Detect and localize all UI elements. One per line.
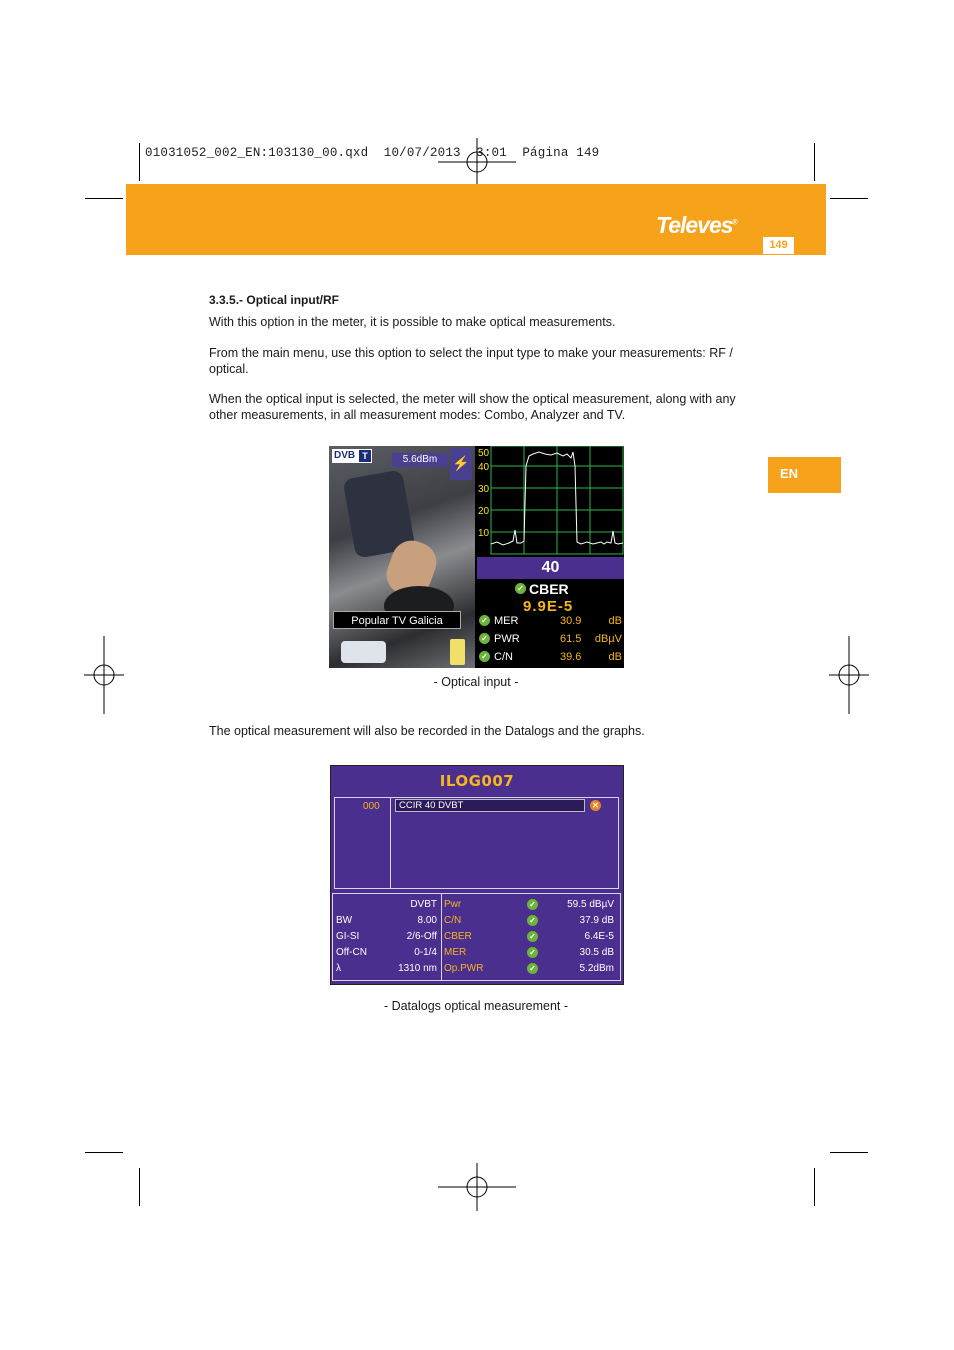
delete-icon[interactable]: ✕ [590, 800, 601, 811]
spectrum-plot [477, 446, 624, 556]
cber-label: CBER [529, 581, 569, 597]
check-icon: ✓ [479, 615, 490, 626]
check-icon: ✓ [479, 651, 490, 662]
check-icon: ✓ [479, 633, 490, 644]
language-tab: EN [768, 457, 841, 493]
figure-caption: - Datalogs optical measurement - [383, 999, 569, 1013]
televes-logo: Televes® [656, 212, 737, 238]
spectrum-tick: 40 [478, 462, 490, 473]
registration-mark-right [829, 636, 869, 714]
paragraph: From the main menu, use this option to select the input type to make your measurements: RF / optical. [209, 346, 733, 376]
spectrum-tick: 30 [478, 484, 490, 495]
battery-icon [450, 639, 465, 665]
measurement-row: ✓ C/N 39.6 dB [477, 649, 624, 665]
spectrum-tick: 50 [478, 448, 490, 459]
optical-input-icon: ⚡ [450, 448, 472, 480]
datalog-values-table [332, 893, 621, 981]
registration-mark-left [84, 636, 124, 714]
registration-mark-bottom [438, 1163, 516, 1211]
paragraph: With this option in the meter, it is possible to make optical measurements. [209, 315, 616, 329]
section-heading: 3.3.5.- Optical input/RF [209, 293, 340, 307]
crop-mark [85, 1152, 123, 1153]
dvbt-logo: DVB T [332, 449, 372, 463]
optical-input-screenshot [329, 446, 624, 668]
measurement-row: ✓ PWR 61.5 dBµV [477, 631, 624, 647]
crop-mark [85, 198, 123, 199]
table-row: BW 8.00 C/N ✓ 37.9 dB [336, 915, 614, 926]
spectrum-tick: 10 [478, 528, 490, 539]
page-number: 149 [763, 237, 794, 254]
crop-mark [139, 1168, 140, 1206]
optical-power-readout: 5.6dBm [392, 453, 448, 467]
crop-mark [830, 198, 868, 199]
cber-value: 9.9E-5 [523, 598, 574, 615]
paragraph: The optical measurement will also be recorded in the Datalogs and the graphs. [209, 724, 645, 738]
table-row: λ 1310 nm Op.PWR ✓ 5.2dBm [336, 963, 614, 974]
check-icon: ✓ [527, 963, 538, 974]
check-icon: ✓ [527, 899, 538, 910]
check-icon: ✓ [527, 947, 538, 958]
datalog-entry-list [334, 797, 619, 889]
crop-mark [814, 1168, 815, 1206]
table-row: GI-SI 2/6-Off CBER ✓ 6.4E-5 [336, 931, 614, 942]
check-icon: ✓ [527, 931, 538, 942]
spectrum-tick: 20 [478, 506, 490, 517]
print-slug: 01031052_002_EN:103130_00.qxd 10/07/2013 3:01 Página 149 [145, 146, 600, 160]
crop-mark [814, 143, 815, 181]
channel-name: Popular TV Galicia [333, 611, 461, 629]
crop-mark [830, 1152, 868, 1153]
entry-index: 000 [363, 801, 380, 812]
table-row: Off-CN 0-1/4 MER ✓ 30.5 dB [336, 947, 614, 958]
crop-mark [139, 143, 140, 181]
table-row: DVBT Pwr ✓ 59.5 dBµV [410, 899, 614, 910]
check-icon: ✓ [527, 915, 538, 926]
entry-name[interactable]: CCIR 40 DVBT [395, 799, 585, 812]
datalog-title: ILOG007 [439, 772, 515, 790]
measurement-panel [477, 579, 624, 668]
check-icon: ✓ [515, 583, 526, 594]
measurement-row: ✓ MER 30.9 dB [477, 613, 624, 629]
datalog-screenshot [330, 765, 624, 985]
figure-caption: - Optical input - [433, 675, 519, 689]
paragraph: When the optical input is selected, the meter will show the optical measurement, along with any other measurements, in all measurement modes: Combo, Analyzer and TV. [209, 392, 736, 422]
channel-number: 40 [477, 557, 624, 579]
